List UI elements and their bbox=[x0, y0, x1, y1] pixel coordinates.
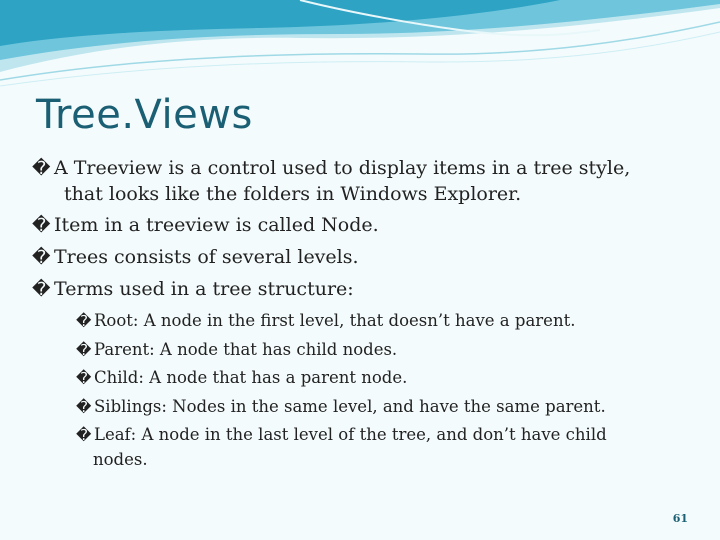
bullet-item bbox=[32, 246, 359, 268]
sub-bullet-text: Root: A node in the first level, that doesn’t have a parent. bbox=[94, 311, 576, 330]
sub-bullet-item bbox=[76, 368, 407, 387]
sub-bullet-text: Leaf: A node in the last level of the tree, and don’t have child bbox=[94, 425, 607, 444]
bullet-icon: � bbox=[32, 158, 51, 179]
sub-bullet-icon: � bbox=[76, 426, 92, 444]
sub-bullet-item bbox=[76, 311, 575, 330]
sub-bullet-text: Siblings: Nodes in the same level, and have the same parent. bbox=[94, 397, 606, 416]
bullet-text: Trees consists of several levels. bbox=[54, 246, 359, 268]
sub-bullet-item bbox=[76, 397, 606, 416]
slide-title: Tree.Views bbox=[36, 92, 253, 138]
bullet-icon: � bbox=[32, 247, 51, 268]
sub-bullet-icon: � bbox=[76, 369, 92, 387]
bullet-continuation: that looks like the folders in Windows Explorer. bbox=[64, 183, 522, 205]
sub-bullet-item bbox=[76, 340, 397, 359]
bullet-icon: � bbox=[32, 215, 51, 236]
bullet-text: Terms used in a tree structure: bbox=[54, 278, 354, 300]
bullet-icon: � bbox=[32, 279, 51, 300]
bullet-text: Item in a treeview is called Node. bbox=[54, 214, 379, 236]
bullet-item bbox=[32, 278, 354, 300]
sub-bullet-icon: � bbox=[76, 341, 92, 359]
page-number: 61 bbox=[672, 512, 688, 525]
sub-bullet-icon: � bbox=[76, 312, 92, 330]
sub-bullet-item bbox=[76, 425, 607, 444]
sub-bullet-text: Child: A node that has a parent node. bbox=[94, 368, 408, 387]
sub-bullet-icon: � bbox=[76, 398, 92, 416]
bullet-text: A Treeview is a control used to display items in a tree style, bbox=[54, 157, 631, 179]
bullet-item bbox=[32, 157, 630, 179]
sub-bullet-continuation: nodes. bbox=[93, 450, 148, 469]
bullet-item bbox=[32, 214, 379, 236]
sub-bullet-text: Parent: A node that has child nodes. bbox=[94, 340, 398, 359]
